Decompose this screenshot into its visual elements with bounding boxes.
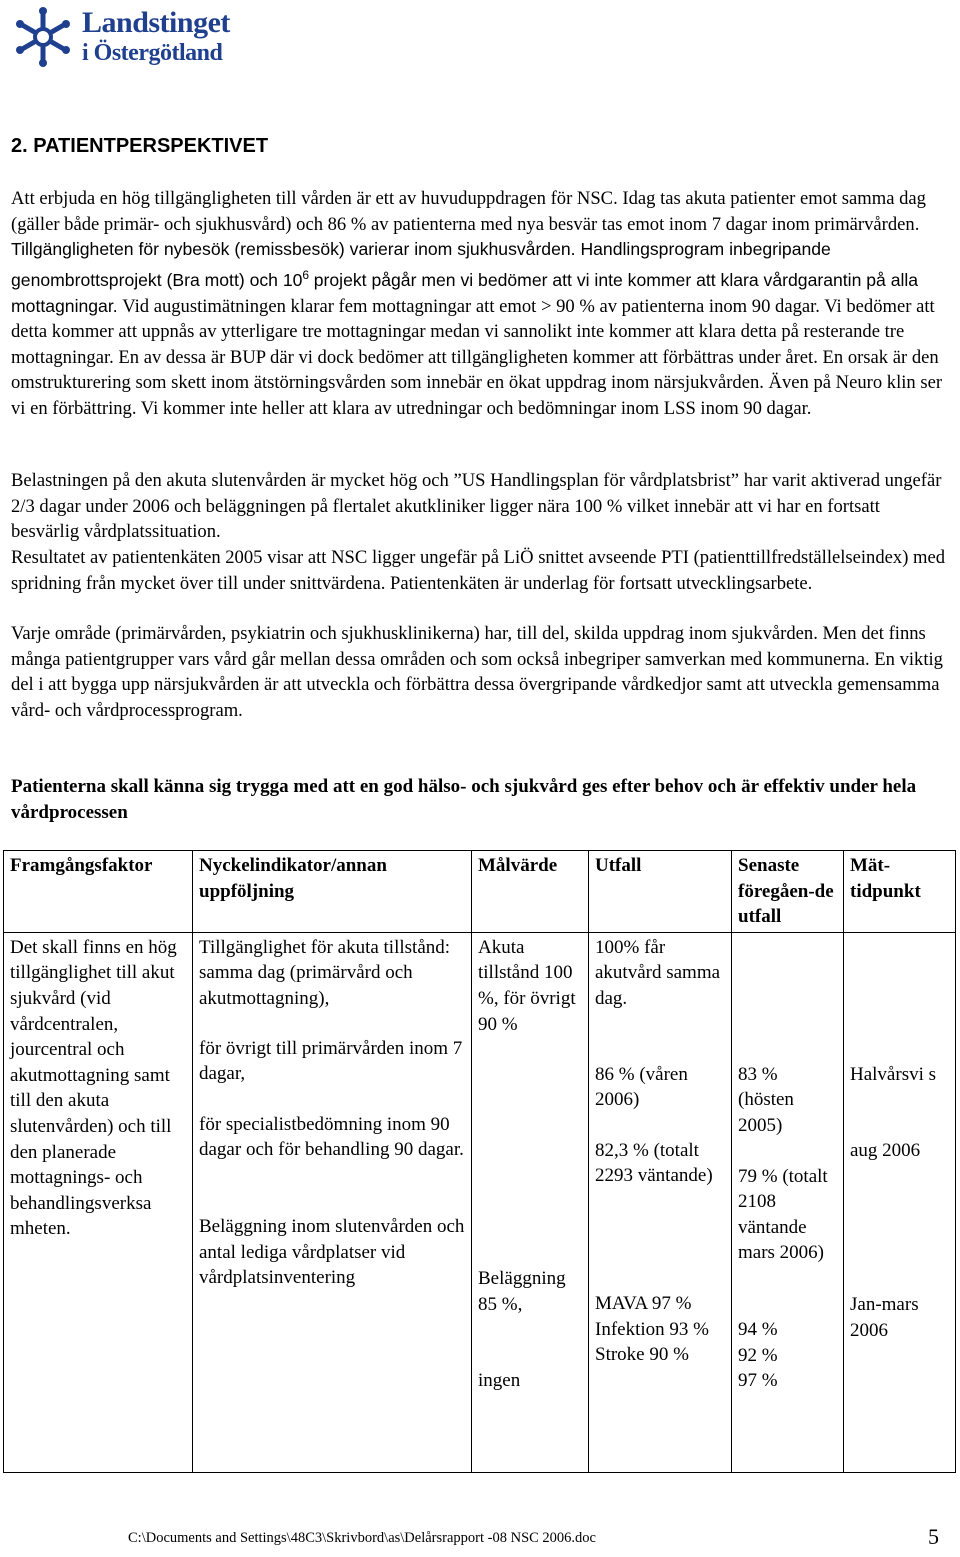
indicator-table	[3, 850, 956, 1473]
paragraph-omraden: Varje område (primärvården, psykiatrin och sjukhusklinikerna) har, till del, skilda uppdrag inom sjukvården. Men det finns många patientgrupper vars vård går mellan dessa områden och som också inbegriper samverkan med kommunerna. En viktig del i att bygga upp närsjukvården är att utveckla och förbättra dessa övergripande vårdkedjor samt att utveckla gemensamma vård- och vårdprocessprogram.	[11, 623, 943, 721]
para1-text-a: Att erbjuda en hög tillgängligheten till vården är ett av huvuduppdragen för NSC. Idag tas akuta patienter emot samma dag (gäller både primär- och sjukhusvård) och 86 % av patienterna med nya besvär tas emot inom 7 dagar inom primärvården.	[11, 188, 926, 235]
malvarde-3: ingen	[478, 1370, 521, 1392]
page-number: 5	[928, 1524, 939, 1549]
utfall-6: Stroke 90 %	[595, 1344, 689, 1366]
footer-file-path: C:\Documents and Settings\48C3\Skrivbord\as\Delårsrapport -08 NSC 2006.doc	[128, 1530, 596, 1546]
paragraph-accessibility	[11, 186, 946, 422]
tidpunkt-2: aug 2006	[850, 1140, 921, 1162]
senaste-1: 83 % (hösten 2005)	[738, 1063, 794, 1136]
faktor-text: Det skall finns en hög tillgänglighet till akut sjukvård (vid vårdcentralen, jourcentral och akutmottagning samt till den akuta slutenvården) och till den planerade mottagnings- och behandlingsverksa mheten.	[10, 936, 177, 1240]
section-heading: 2. PATIENTPERSPEKTIVET	[11, 135, 269, 157]
indikator-2: för övrigt till primärvården inom 7 dagar,	[199, 1037, 463, 1085]
cell-malvarde	[472, 932, 589, 1472]
logo-text-line2: i Östergötland	[82, 40, 223, 66]
para1-text-c: projekt pågår men vi bedömer att vi inte kommer att klara vårdgarantin på alla mottagningar.	[11, 269, 919, 316]
para1-text-b: Tillgängligheten för nybesök (remissbesök) varierar inom sjukhusvården. Handlingsprogram inbegripande genombrottsprojekt (Bra mott) och 10	[11, 239, 831, 290]
paragraph-patientenkat: Resultatet av patientenkäten 2005 visar att NSC ligger ungefär på LiÖ snittet avseende PTI (patienttillfredställelseindex) med spridning från mycket över till under snittvärdena. Patientenkäten är underlag för fortsatt utvecklingsarbete.	[11, 547, 946, 594]
utfall-4: MAVA 97 %	[595, 1292, 692, 1314]
utfall-1: 100% får akutvård samma dag.	[595, 936, 721, 1009]
col-header-framgangsfaktor: Framgångsfaktor	[4, 851, 193, 933]
table-row	[4, 932, 956, 1472]
cell-nyckelindikator	[193, 932, 472, 1472]
logo-text-line1: Landstinget	[82, 6, 230, 39]
indikator-3: för specialistbedömning inom 90 dagar och för behandling 90 dagar.	[199, 1113, 464, 1161]
para1-superscript: 6	[302, 267, 310, 282]
table-header-row	[4, 851, 956, 933]
goal-statement: Patienterna skall känna sig trygga med att en god hälso- och sjukvård ges efter behov och är effektiv under hela vårdprocessen	[11, 776, 917, 823]
landstinget-logo	[10, 2, 280, 72]
col-header-malvarde: Målvärde	[472, 851, 589, 933]
cell-senaste	[732, 932, 844, 1472]
col-header-utfall: Utfall	[589, 851, 732, 933]
malvarde-1: Akuta tillstånd 100 %, för övrigt 90 %	[478, 936, 576, 1035]
para1-text-d: Vid augustimätningen klarar fem mottagningar att emot > 90 % av patienterna inom 90 dagar. Vi bedömer att detta kommer att uppnås av ytterligare tre mottagningar medan vi sannolikt inte kommer att klara detta på resterande tre mottagningar. En av dessa är BUP där vi dock bedömer att tillgängligheten kommer att förbättras under året. En orsak är den omstrukturering som skett inom ätstörningsvården som innebär en ökat uppdrag inom närsjukvården. Även på Neuro klin ser vi en förbättring. Vi kommer inte heller att klara av utredningar och bedömningar inom LSS inom 90 dagar.	[11, 295, 943, 419]
utfall-2: 86 % (våren 2006)	[595, 1063, 688, 1111]
col-header-mattidpunkt: Mät-tidpunkt	[844, 851, 956, 933]
cell-framgangsfaktor	[4, 932, 193, 1472]
cell-utfall	[589, 932, 732, 1472]
tidpunkt-1: Halvårsvi s	[850, 1063, 937, 1085]
snowflake-emblem-icon	[12, 6, 74, 68]
col-header-nyckelindikator: Nyckelindikator/annan uppföljning	[193, 851, 472, 933]
senaste-3: 94 %	[738, 1318, 778, 1340]
malvarde-2: Beläggning 85 %,	[478, 1268, 566, 1315]
indikator-4: Beläggning inom slutenvården och antal lediga vårdplatser vid vårdplatsinventering	[199, 1215, 465, 1289]
cell-mattidpunkt	[844, 932, 956, 1472]
col-header-senaste: Senaste föregåen-de utfall	[732, 851, 844, 933]
senaste-5: 97 %	[738, 1370, 778, 1392]
utfall-5: Infektion 93 %	[595, 1318, 709, 1340]
tidpunkt-3: Jan-mars 2006	[850, 1293, 919, 1341]
indikator-1: Tillgänglighet för akuta tillstånd: samma dag (primärvård och akutmottagning),	[199, 936, 451, 1009]
paragraph-belastning: Belastningen på den akuta slutenvården är mycket hög och ”US Handlingsplan för vårdplatsbrist” har varit aktiverad ungefär 2/3 dagar under 2006 och beläggningen på flertalet akutkliniker ligger nära 100 % vilket innebär att vi har en fortsatt besvärlig vårdplatssituation.	[11, 470, 942, 543]
senaste-4: 92 %	[738, 1344, 778, 1366]
utfall-3: 82,3 % (totalt 2293 väntande)	[595, 1139, 713, 1187]
senaste-2: 79 % (totalt 2108 väntande mars 2006)	[738, 1165, 828, 1264]
